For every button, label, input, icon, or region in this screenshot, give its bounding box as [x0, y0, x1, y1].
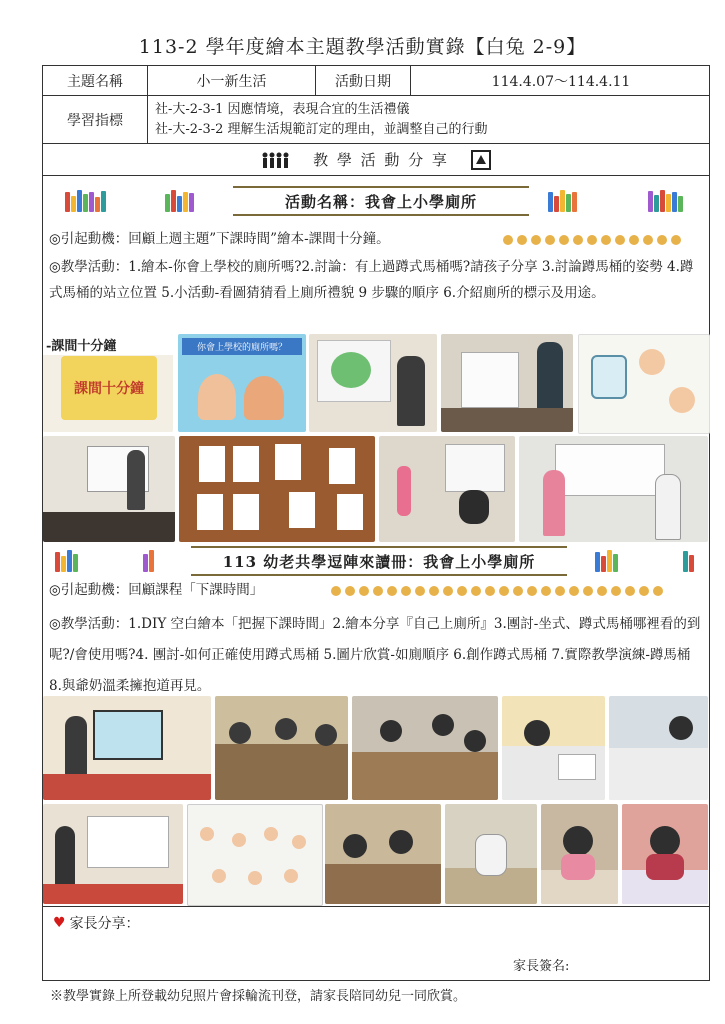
footnote: ※教學實錄上所登載幼兒照片會採輪流刊登，請家長陪同幼兒一同欣賞。: [50, 989, 467, 1004]
book1-cover: 課間十分鐘: [61, 356, 157, 420]
parent-sign-label: 家長簽名:: [513, 959, 570, 974]
indicator-label: 學習指標: [43, 96, 148, 143]
section1-banner: 活動名稱：我會上小學廁所: [233, 186, 529, 216]
decoration-chicks: [503, 235, 681, 245]
record-frame: [42, 65, 710, 981]
books-icon: [548, 188, 577, 212]
photo-elders-children-table: [215, 696, 348, 800]
indicator-list: [155, 100, 488, 140]
photo-teacher-frog-slide: [309, 334, 437, 432]
indicator-item: 社-大-2-3-2 理解生活規範訂定的理由，並調整自己的行動: [155, 122, 488, 137]
section1-banner-row: [43, 184, 709, 214]
section2-motivation: ◎引起動機：回顧課程「下課時間」: [49, 582, 264, 598]
books-icon: [143, 548, 154, 572]
photo-teacher-sequence-slides: [43, 804, 183, 904]
date-label: 活動日期: [316, 66, 411, 95]
book1-title: -課間十分鐘: [43, 334, 173, 355]
section2-activity: ◎教學活動：1.DIY 空白繪本「把握下課時間」2.繪本分享『自己上廁所』3.團討-坐式、蹲式馬桶哪裡看的到呢?/會使用嗎?4. 團討-如何正確使用蹲式馬桶 5.圖片欣賞-如廁順序 6.創作蹲式馬桶 7.實際教學演練-蹲馬桶 8.與爺奶溫柔擁抱道再見。: [49, 616, 701, 694]
photo-toilet-sequence-chart: [187, 804, 323, 906]
photo-child-on-mat: [622, 804, 708, 904]
people-icon: [261, 151, 291, 169]
books-icon: [595, 548, 618, 572]
decoration-flowers: [331, 586, 663, 596]
section1-activity: ◎教學活動：1.繪本-你會上學校的廁所嗎?2.討論：有上過蹲式馬桶嗎?請孩子分享 3.討論蹲馬桶的姿勢 4.蹲式馬桶的站立位置 5.小活動-看圖猜猜看上廁所禮貌 9 步驟的順序 6.介紹廁所的標示及用途。: [49, 259, 694, 301]
parent-share-label: 家長分享：: [69, 916, 140, 932]
share-heading: 教 學 活 動 分 享: [313, 151, 449, 169]
photo-child-squatting: [541, 804, 618, 904]
parent-share-box: [43, 906, 709, 981]
indicator-row: [43, 96, 709, 144]
books-icon: [683, 548, 694, 572]
photo-children-squat-practice: [379, 436, 515, 542]
photo-class-teacher: [43, 436, 175, 542]
books-icon: [65, 188, 106, 212]
heart-icon: ♥: [53, 915, 66, 931]
books-icon: [55, 548, 78, 572]
theme-label: 主題名稱: [43, 66, 148, 95]
document-title: 113-2 學年度繪本主題教學活動實錄【白兔 2-9】: [138, 36, 587, 58]
photo-child-drawing: [502, 696, 605, 800]
photo-teacher-whiteboard: [441, 334, 573, 432]
indicator-item: 社-大-2-3-1 因應情境，表現合宜的生活禮儀: [155, 102, 410, 117]
book2-title: 你會上學校的廁所嗎？: [182, 338, 302, 355]
photo-elder-child-craft: [609, 696, 708, 800]
book-cover-ten-minutes: [43, 334, 173, 432]
photo-child-squat-demo: [445, 804, 537, 904]
share-heading-row: [43, 144, 709, 176]
book-cover-toilet: [178, 334, 306, 432]
photo-children-seated: [325, 804, 441, 904]
section2-banner-row: [43, 544, 709, 574]
photo-session-presentation: [43, 696, 211, 800]
photo-group-reading: [352, 696, 498, 800]
date-value: 114.4.07～114.4.11: [491, 73, 631, 90]
photo-picture-cards: [179, 436, 375, 542]
photo-children-at-board: [519, 436, 708, 542]
theme-value: 小一新生活: [148, 66, 316, 95]
info-row: [43, 66, 709, 96]
section2-banner: 113 幼老共學逗陣來讀冊：我會上小學廁所: [191, 546, 567, 576]
section1-motivation: ◎引起動機：回顧上週主題”下課時間”繪本-課間十分鐘。: [49, 231, 390, 247]
share-box-icon: [471, 150, 491, 170]
books-icon: [165, 188, 194, 212]
books-icon: [648, 188, 683, 212]
photo-toilet-illustration: [578, 334, 710, 434]
